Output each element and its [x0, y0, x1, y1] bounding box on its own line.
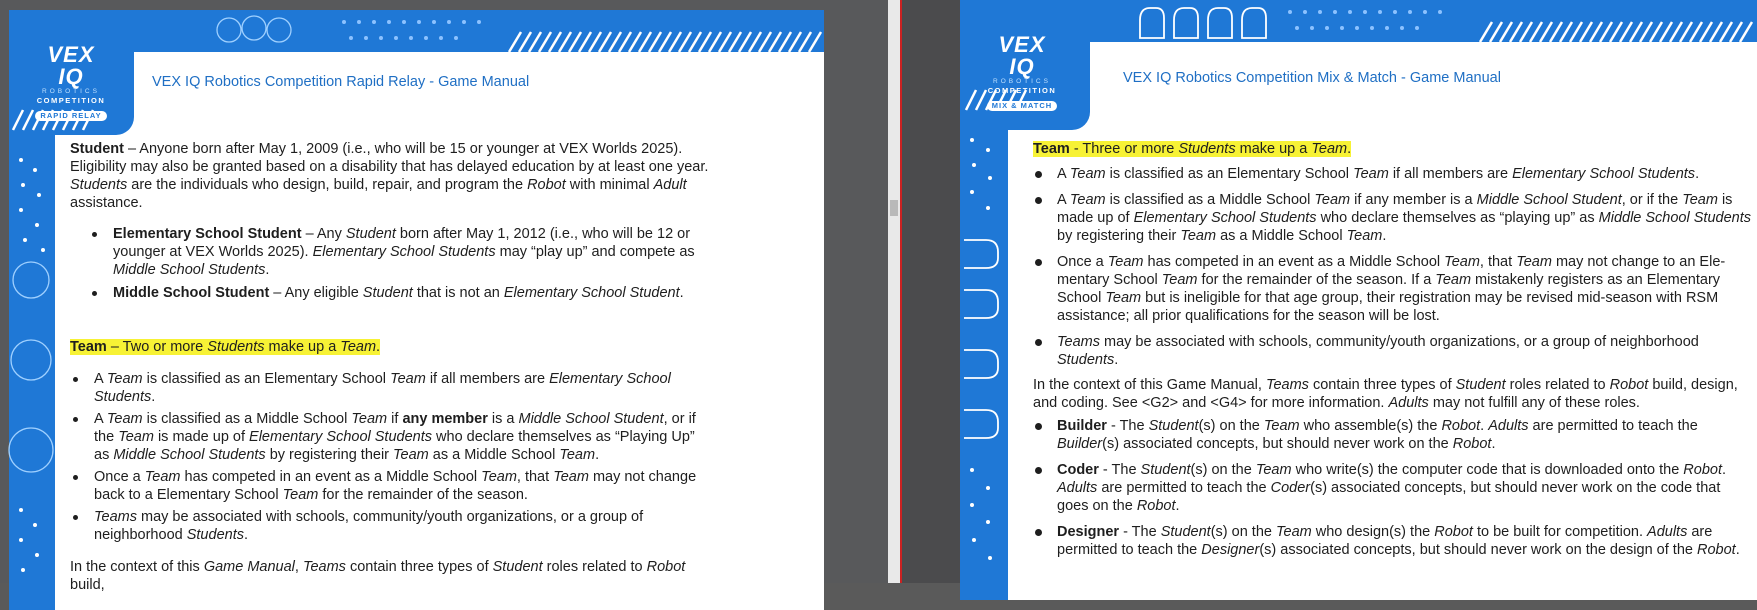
- logo: [984, 34, 1060, 113]
- logo-badge: RAPID RELAY: [35, 111, 106, 121]
- window-edge-line: [900, 0, 902, 583]
- logo: [33, 44, 109, 123]
- logo-vex-text: VEX IQ: [998, 32, 1046, 79]
- right-manual-page: [960, 0, 1757, 600]
- header-title: VEX IQ Robotics Competition Mix & Match - Game Manual: [1123, 70, 1501, 86]
- logo-competition-text: COMPETITION: [987, 86, 1057, 95]
- right-document-viewer[interactable]: [900, 0, 1757, 583]
- logo-vex-text: VEX IQ: [47, 42, 95, 89]
- logo-robotics-text: ROBOTICS: [42, 88, 100, 95]
- logo-badge: MIX & MATCH: [987, 101, 1057, 111]
- viewer-divider[interactable]: [888, 0, 900, 583]
- logo-robotics-text: ROBOTICS: [993, 78, 1051, 85]
- left-manual-page: [9, 10, 824, 610]
- left-document-viewer[interactable]: [0, 0, 888, 593]
- right-body-text: Team - Three or more Students make up a Team. A Team is classified as an Elementary School Team if all members are Elementary School Students. A Team is classified as a Middle School Team if any member is a Middle School Student, or if the Team is made up of Elementary School Students who declare themselves as “playing up” as Middle School Students by registering their Team as a Middle School Team. Once a Team has competed in an event as a Middle School Team, that Team may not change to an Elementary School Team for the remainder of the season. If a Team mistakenly registers as an Elementary School Team but is ineligible for that age group, their registration may be revised mid-season with RSM assistance; all prior qualifications for the season will be lost. Teams may be associated with schools, community/youth organizations, or a group of neighborhood Students. In the context of this Game Manual, Teams contain three types of Student roles related to Robot build, design, and coding. See <G2> and <G4> for more information. Adults may not fulfill any of these roles. Builder - The Student(s) on the Team who assemble(s) the Robot. Adults are permitted to teach the Builder(s) associated concepts, but should never work on the Robot. Coder - The Student(s) on the Team who write(s) the computer code that is downloaded onto the Robot. Adults are permitted to teach the Coder(s) associated concepts, but should never work on the code that goes on the Robot. Designer - The Student(s) on the Team who design(s) the Robot to be built for competition. Adults are permitted to teach the Designer(s) associated concepts, but should never work on the design of the Robot.: [1033, 140, 1753, 559]
- scrollbar-thumb[interactable]: [890, 200, 898, 216]
- left-body-text: Student – Anyone born after May 1, 2009 (i.e., who will be 15 or younger at VEX Worlds 2025). Eligibility may also be granted based on a disability that has delayed education by at least one year. Students are the individuals who design, build, repair, and program the Robot with minimal Adult assistance. Elementary School Student – Any Student born after May 1, 2012 (i.e., who will be 12 or younger at VEX Worlds 2025). Elementary School Students may “play up” and compete as Middle School Students. Middle School Student – Any eligible Student that is not an Elementary School Student. Team – Two or more Students make up a Team. A Team is classified as an Elementary School Team if all members are Elementary School Students. A Team is classified as a Middle School Team if any member is a Middle School Student, or if the Team is made up of Elementary School Students who declare themselves as “Playing Up” as Middle School Students by registering their Team as a Middle School Team. Once a Team has competed in an event as a Middle School Team, that Team may not change back to a Elementary School Team for the remainder of the season. Teams may be associated with schools, community/youth organizations, or a group of neighborhood Students. In the context of this Game Manual, Teams contain three types of Student roles related to Robot build,: [70, 140, 712, 594]
- header-title: VEX IQ Robotics Competition Rapid Relay - Game Manual: [152, 74, 530, 90]
- logo-competition-text: COMPETITION: [36, 96, 106, 105]
